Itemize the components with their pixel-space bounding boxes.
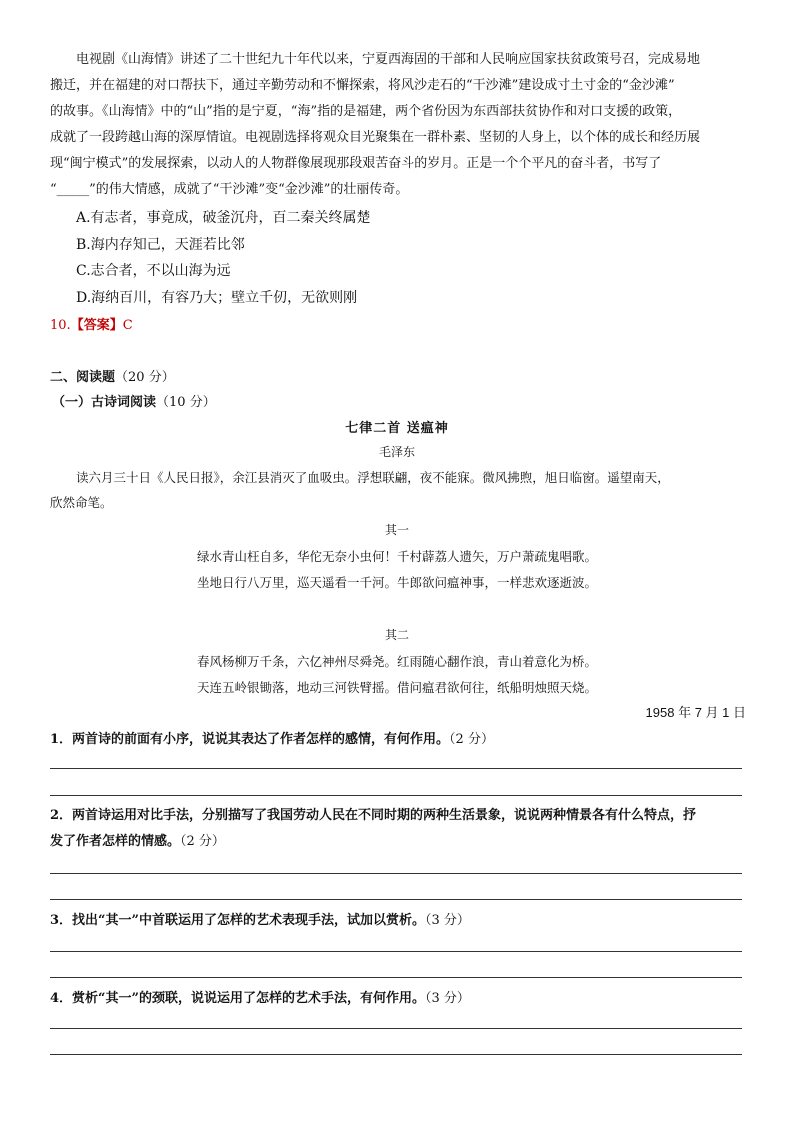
poem-title: 七律二首 送瘟神 bbox=[345, 421, 449, 436]
preface-line: 读六月三十日《人民日报》，余江县消灭了血吸虫。浮想联翩，夜不能寐。微风拂煦，旭日临窗。遥望南天， bbox=[76, 470, 670, 485]
poem-author: 毛泽东 bbox=[378, 445, 415, 459]
question-points: （3 分） bbox=[425, 991, 470, 1006]
section-title: 二、阅读题 bbox=[50, 370, 116, 385]
section-points: （20 分） bbox=[115, 370, 175, 385]
question-text: 发了作者怎样的情感。 bbox=[50, 834, 181, 849]
question-2 bbox=[50, 803, 750, 855]
option-d: D.海纳百川，有容乃大；壁立千仞，无欲则刚 bbox=[76, 290, 358, 306]
answer-tag: 【答案】 bbox=[70, 318, 123, 333]
poem-part1-title: 其一 bbox=[384, 523, 409, 537]
answer-line-rule[interactable] bbox=[50, 768, 742, 769]
option-b: B.海内存知己，天涯若比邻 bbox=[76, 237, 245, 253]
answer-line-rule[interactable] bbox=[50, 899, 742, 900]
answer-line-rule[interactable] bbox=[50, 795, 742, 796]
question-text: 2．两首诗运用对比手法，分别描写了我国劳动人民在不同时期的两种生活景象，说说两种情景各有什么特点，抒 bbox=[50, 808, 697, 823]
option-a: A.有志者，事竟成，破釜沉舟，百二秦关终属楚 bbox=[76, 210, 371, 226]
answer-line-rule[interactable] bbox=[50, 1054, 742, 1055]
poem-part2-title: 其二 bbox=[384, 628, 409, 642]
subsection-heading bbox=[52, 391, 216, 410]
answer-line-rule[interactable] bbox=[50, 1028, 742, 1029]
poem-date: 1958 年 7 月 1 日 bbox=[645, 705, 746, 720]
poem-part2-line: 春风杨柳万千条，六亿神州尽舜尧。红雨随心翻作浪，青山着意化为桥。 bbox=[196, 654, 597, 669]
passage-line: 的故事。《山海情》中的“山”指的是宁夏，“海”指的是福建，两个省份因为东西部扶贫协作和对口支援的政策， bbox=[50, 104, 682, 119]
answer-value: C bbox=[122, 318, 133, 333]
passage bbox=[50, 47, 745, 203]
poem-part1-line: 坐地日行八万里，巡天遥看一千河。牛郎欲问瘟神事，一样悲欢逐逝波。 bbox=[196, 575, 597, 590]
subsection-points: （10 分） bbox=[156, 395, 216, 410]
poem-part2-line: 天连五岭银锄落，地动三河铁臂摇。借问瘟君欲何往，纸船明烛照天烧。 bbox=[196, 680, 597, 695]
answer-number: 10. bbox=[50, 318, 71, 333]
passage-line: 成就了一段跨越山海的深厚情谊。电视剧选择将观众目光聚集在一群朴素、坚韧的人身上，以个体的成长和经历展 bbox=[50, 130, 701, 145]
poem-preface bbox=[50, 465, 750, 515]
passage-line: 现“闽宁模式”的发展探索，以动人的人物群像展现那段艰苦奋斗的岁月。正是一个个平凡的奋斗者，书写了 bbox=[50, 156, 662, 171]
option-c: C.志合者，不以山海为远 bbox=[76, 263, 231, 279]
question-text: 3．找出“其一”中首联运用了怎样的艺术表现手法，试加以赏析。 bbox=[50, 913, 426, 928]
poem-part1-line: 绿水青山枉自多，华佗无奈小虫何！千村薜荔人遗矢，万户萧疏鬼唱歌。 bbox=[196, 549, 597, 564]
question-points: （2 分） bbox=[449, 732, 494, 747]
passage-line: 电视剧《山海情》讲述了二十世纪九十年代以来，宁夏西海固的干部和人民响应国家扶贫政策号召，完成易地 bbox=[76, 52, 701, 67]
answer-line-rule[interactable] bbox=[50, 977, 742, 978]
question-points: （2 分） bbox=[180, 834, 225, 849]
question-text: 4．赏析“其一”的颈联，说说运用了怎样的艺术手法，有何作用。 bbox=[50, 991, 426, 1006]
preface-line: 欣然命笔。 bbox=[50, 495, 113, 510]
answer-line-rule[interactable] bbox=[50, 873, 742, 874]
question-4 bbox=[50, 986, 750, 1012]
answer-line-rule[interactable] bbox=[50, 951, 742, 952]
question-1 bbox=[50, 727, 750, 753]
answer-line bbox=[50, 314, 133, 333]
question-points: （3 分） bbox=[425, 913, 470, 928]
question-text: 1．两首诗的前面有小序，说说其表达了作者怎样的感情，有何作用。 bbox=[50, 732, 450, 747]
passage-line: “_____”的伟大情感，成就了“干沙滩”变“金沙滩”的壮丽传奇。 bbox=[50, 182, 409, 197]
section-heading bbox=[50, 366, 175, 385]
subsection-title: （一）古诗词阅读 bbox=[52, 395, 157, 410]
question-3 bbox=[50, 908, 750, 934]
passage-line: 搬迁，并在福建的对口帮扶下，通过辛勤劳动和不懈探索，将风沙走石的“干沙滩”建设成寸土寸金的“金沙滩” bbox=[50, 78, 675, 93]
